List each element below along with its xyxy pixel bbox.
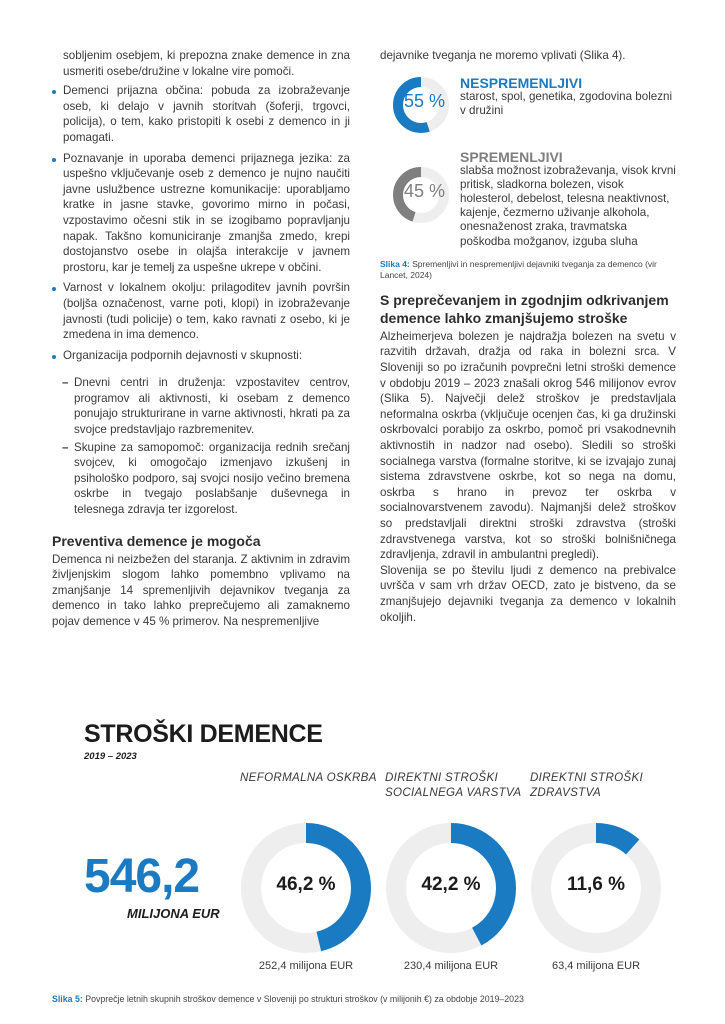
segment-percent: 11,6 % <box>566 874 626 895</box>
intro-continuation: sobljenim osebjem, ki prepozna znake demence in zna usmeriti osebe/družine v lokalne vire pomoči. <box>63 49 350 78</box>
intro-continuation-right: dejavnike tveganja ne moremo vplivati (Slika 4). <box>380 49 626 62</box>
donut-chart-45 <box>392 166 450 224</box>
cost-segment-social-care <box>385 770 525 972</box>
bullet-icon <box>52 355 56 359</box>
sub-bullet-list <box>52 375 350 517</box>
segment-amount: 252,4 milijona EUR <box>258 960 354 972</box>
bullet-icon <box>52 90 56 94</box>
costs-paragraph-2: Slovenija se po številu ljudi z demenco na prebivalce uvršča v sam vrh držav OECD, zato je bistveno, da se zmanjšujejo dejavniki tveganja za demenco v lokalnih okoljih. <box>380 563 676 624</box>
donut-chart-informal-care <box>240 822 372 954</box>
segment-label: DIREKTNI STROŠKI ZDRAVSTVA <box>530 771 644 799</box>
risk-title: SPREMENLJIVI <box>460 148 563 165</box>
figure-4-caption: Slika 4: Spremenljivi in nespremenljivi dejavniki tveganja za demenco (vir Lancet, 2024) <box>380 258 657 280</box>
donut-chart-health-care <box>530 822 662 954</box>
segment-label: DIREKTNI STROŠKI SOCIALNEGA VARSTVA <box>385 771 522 799</box>
costs-title: STROŠKI DEMENCE <box>84 720 323 748</box>
risk-title: NESPREMENLJIVI <box>460 74 583 91</box>
section-heading-prevention: Preventiva demence je mogoča <box>52 532 261 549</box>
dash-icon: – <box>62 376 69 390</box>
figure-5-caption: Slika 5: Povprečje letnih skupnih stroškov demence v Sloveniji po strukturi stroškov (v milijonih €) za obdobje 2019–2023 <box>52 994 524 1004</box>
bullet-icon <box>52 158 56 162</box>
risk-factor-nonmodifiable <box>380 76 676 134</box>
list-item: Varnost v lokalnem okolju: prilagoditev javnih površin (boljša označenost, varne poti, klopi) in izobraževanje javnosti (tudi policije) o tem, kako ravnati z osebo, ki je zmedena in ima demenco. <box>52 280 350 342</box>
cost-segment-informal-care <box>240 770 380 972</box>
segment-label: NEFORMALNA OSKRBA <box>240 771 377 784</box>
list-item: Poznavanje in uporaba demenci prijaznega jezika: za uspešno vključevanje oseb z demenco je nujno naučiti javne uslužbence ustrezne komunikacije: uporabljamo kratke in jasne stavke, govorimo mirno in počasi, vzpostavimo očesni stik in se izogibamo popravljanju napak. Takšno komuniciranje zmanjša zmedo, krepi dostojanstvo osebe in olajša interakcije v javnem prostoru, kar je temelj za uspešne ukrepe v občini. <box>52 151 350 276</box>
prevention-paragraph: Demenca ni neizbežen del staranja. Z aktivnim in zdravim življenjskim slogom lahko pomembno vplivamo na zmanjšanje 14 spremenljivih dejavnikov tveganja za demenco in tako lahko preprečujemo ali zamaknemo pojav demence v 45 % primerov. Na nespremenljive <box>52 552 350 628</box>
list-item: Demenci prijazna občina: pobuda za izobraževanje oseb, ki delajo v javnih storitvah (šoferji, trgovci, policija), o tem, kako pristopiti k osebi z demenco in ji pomagati. <box>52 83 350 145</box>
cost-segment-health-care <box>530 770 670 972</box>
donut-chart-social-care <box>385 822 517 954</box>
total-cost-unit: MILIJONA EUR <box>127 906 220 921</box>
percent-label: 55 % <box>404 90 446 111</box>
right-column <box>380 48 676 625</box>
risk-factor-modifiable <box>380 150 676 249</box>
segment-percent: 42,2 % <box>421 874 481 895</box>
risk-description: starost, spol, genetika, zgodovina bolezni v družini <box>460 89 673 117</box>
costs-paragraph-1: Alzheimerjeva bolezen je najdražja bolezen na svetu v razvitih državah, dražja od raka in bolezni srca. V Sloveniji so po izračunih povprečni letni stroški demence v obdobju 2019 – 2023 znašali okrog 546 milijonov evrov (Slika 5). Največji delež stroškov je predstavljala neformalna oskrba (vključuje ocenjen čas, ki ga družinski oskrbovalci porabijo za oskrbo, pomoč pri vsakodnevnih aktivnostih in nadzor nad osebo). Sledili so stroški socialnega varstva (formalne storitve, ki se izvajajo zunaj sistema zdravstvene oskrbe, kot so nega na domu, oskrba s hrano in prevoz ter oskrba v socialnovarstvenem zavodu). Najmanjši delež stroškov so predstavljali direktni stroški zdravstva (stroški zdravstvenega varstva, kot so stroški bolnišničnega zdravljenja, zdravil in ambulantni pregledi). <box>380 329 676 562</box>
total-cost-value: 546,2 <box>84 850 200 903</box>
bullet-icon <box>52 287 56 291</box>
list-item: Organizacija podpornih dejavnosti v skupnosti: <box>52 348 350 364</box>
risk-description: slabša možnost izobraževanja, visok krvni pritisk, sladkorna bolezen, visok holesterol, debelost, telesna neaktivnost, kajenje, čezmerno uživanje alkohola, onesnaženost zraka, travmatska poškodba možganov, izguba sluha <box>460 163 676 248</box>
left-column <box>52 48 350 630</box>
segment-amount: 230,4 milijona EUR <box>403 960 499 972</box>
segment-percent: 46,2 % <box>276 874 336 895</box>
sub-list-item: – Skupine za samopomoč: organizacija rednih srečanj svojcev, ki omogočajo izmenjavo izkušenj in psihološko podporo, saj svojci nosijo večino bremena oskrbe in tvegajo poslabšanje duševnega in telesnega zdravja ter izgorelost. <box>62 440 350 517</box>
sub-list-item: – Dnevni centri in druženja: vzpostavitev centrov, programov ali aktivnosti, ki osebam z demenco ponujajo strukturirane in varne aktivnosti, hkrati pa za svojce predstavljajo razbremenitev. <box>62 376 350 437</box>
segment-amount: 63,4 milijona EUR <box>551 960 641 972</box>
costs-period: 2019 – 2023 <box>84 751 137 762</box>
bullet-list <box>52 83 350 363</box>
dash-icon: – <box>62 440 69 454</box>
section-heading-costs: S preprečevanjem in zgodnjim odkrivanjem demence lahko zmanjšujemo stroške <box>380 291 669 326</box>
donut-chart-55 <box>392 76 450 134</box>
percent-label: 45 % <box>404 180 446 201</box>
